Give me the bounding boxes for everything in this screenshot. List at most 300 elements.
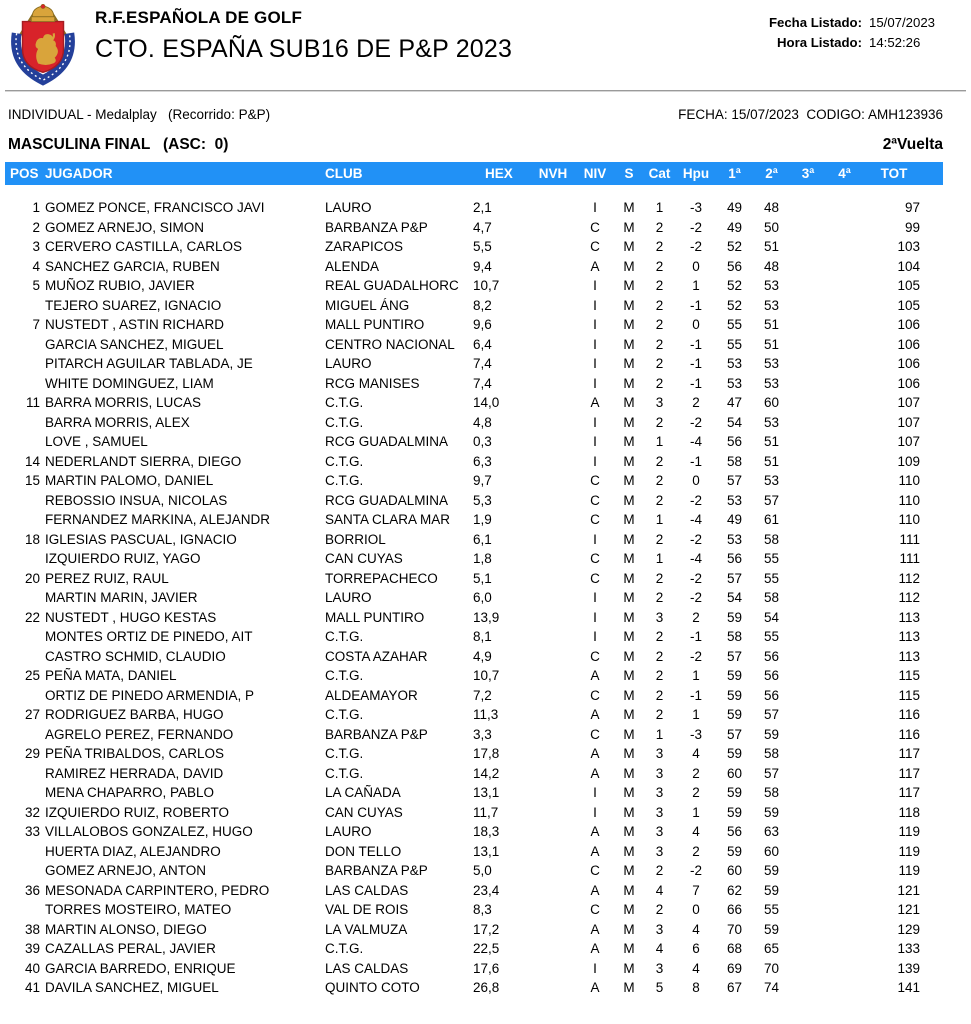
cell-vuelta2: 51 <box>763 336 780 352</box>
col-niv: NIV <box>583 166 607 181</box>
cell-vuelta4 <box>826 627 863 647</box>
cell-niv: A <box>590 707 600 722</box>
cell-vuelta2: 74 <box>763 980 780 995</box>
cell-tot: 119 <box>898 863 920 878</box>
cell-tot: 97 <box>904 200 920 215</box>
cell-vuelta1: 56 <box>726 824 743 839</box>
cell-jugador: REBOSSIO INSUA, NICOLAS <box>45 492 228 508</box>
cell-cat: 2 <box>655 648 664 664</box>
cell-cat: 2 <box>655 453 664 469</box>
cell-vuelta3 <box>790 881 826 901</box>
cell-pos <box>5 510 45 530</box>
cell-vuelta1: 57 <box>726 648 743 664</box>
cell-niv: A <box>590 765 600 781</box>
cell-vuelta4 <box>826 549 863 569</box>
cell-hpu: -4 <box>689 551 702 566</box>
table-row <box>5 939 943 959</box>
cell-club: LAURO <box>325 200 372 215</box>
cell-nvh <box>531 315 575 335</box>
cell-vuelta2: 50 <box>763 219 780 235</box>
cell-nvh <box>531 218 575 238</box>
cell-vuelta4 <box>826 666 863 686</box>
cell-vuelta3 <box>790 510 826 530</box>
cell-s: M <box>623 239 635 254</box>
cell-hex: 6,3 <box>473 453 492 469</box>
cell-niv: A <box>590 258 600 274</box>
cell-s: M <box>623 414 635 430</box>
cell-jugador: CERVERO CASTILLA, CARLOS <box>45 239 243 254</box>
cell-s: M <box>623 765 635 781</box>
table-row <box>5 686 943 706</box>
table-row <box>5 900 943 920</box>
cell-niv: A <box>590 746 600 761</box>
cell-vuelta4 <box>826 237 863 257</box>
cell-nvh <box>531 393 575 413</box>
cell-niv: A <box>590 921 600 937</box>
cell-vuelta1: 49 <box>726 512 743 527</box>
cell-vuelta2: 51 <box>763 239 780 254</box>
cell-hex: 0,3 <box>473 434 492 449</box>
cell-jugador: MARTIN ALONSO, DIEGO <box>45 921 207 937</box>
cell-vuelta2: 53 <box>763 473 780 488</box>
cell-tot: 103 <box>897 239 920 254</box>
cell-vuelta1: 53 <box>726 531 743 547</box>
cell-vuelta4 <box>826 432 863 452</box>
cell-vuelta2: 61 <box>763 512 780 527</box>
cell-vuelta3 <box>790 185 826 218</box>
cell-pos: 20 <box>24 570 40 586</box>
cell-hpu: -2 <box>689 239 702 254</box>
cell-pos: 29 <box>24 746 40 761</box>
cell-s: M <box>623 551 635 566</box>
cell-nvh <box>531 978 575 998</box>
cell-pos: 2 <box>32 219 40 235</box>
cell-nvh <box>531 185 575 218</box>
cell-vuelta4 <box>826 842 863 862</box>
cell-hpu: 4 <box>692 960 700 976</box>
cell-nvh <box>531 296 575 316</box>
cell-jugador: IZQUIERDO RUIZ, ROBERTO <box>45 804 230 820</box>
col-jugador: JUGADOR <box>45 166 113 181</box>
cell-vuelta3 <box>790 939 826 959</box>
cell-s: M <box>623 297 635 313</box>
cell-vuelta1: 55 <box>726 336 743 352</box>
cell-cat: 1 <box>655 726 664 742</box>
cell-vuelta1: 56 <box>726 551 743 566</box>
cell-jugador: MARTIN MARIN, JAVIER <box>45 590 198 605</box>
cell-tot: 111 <box>899 551 920 566</box>
cell-hex: 7,4 <box>473 375 492 391</box>
cell-nvh <box>531 803 575 823</box>
cell-niv: I <box>593 590 597 605</box>
cell-club: COSTA AZAHAR <box>325 648 428 664</box>
table-header-row <box>5 162 943 185</box>
cell-hpu: 0 <box>692 317 700 332</box>
cell-club: VAL DE ROIS <box>325 902 409 917</box>
results-table-body <box>5 185 943 998</box>
cell-s: M <box>623 453 635 469</box>
cell-hpu: 2 <box>692 609 700 625</box>
table-row <box>5 452 943 472</box>
cell-vuelta1: 59 <box>726 746 743 761</box>
cell-vuelta1: 52 <box>726 239 743 254</box>
cell-hex: 4,9 <box>473 648 492 664</box>
cell-pos: 22 <box>24 609 40 625</box>
cell-jugador: NUSTEDT , HUGO KESTAS <box>45 609 217 625</box>
cell-club: C.T.G. <box>325 395 364 410</box>
cell-club: MIGUEL ÁNG <box>325 297 410 313</box>
cell-s: M <box>623 863 635 878</box>
cell-nvh <box>531 569 575 589</box>
table-row <box>5 471 943 491</box>
cell-tot: 112 <box>898 570 920 586</box>
cell-cat: 2 <box>655 414 664 430</box>
cell-niv: C <box>590 473 600 488</box>
cell-vuelta4 <box>826 881 863 901</box>
cell-cat: 2 <box>655 629 664 644</box>
cell-cat: 1 <box>655 200 664 215</box>
cell-nvh <box>531 354 575 374</box>
cell-vuelta1: 66 <box>726 902 743 917</box>
cell-nvh <box>531 881 575 901</box>
cell-pos: 1 <box>32 200 40 215</box>
cell-cat: 2 <box>655 278 664 293</box>
cell-hpu: -2 <box>689 648 702 664</box>
cell-vuelta1: 60 <box>726 863 743 878</box>
cell-niv: I <box>593 297 597 313</box>
cell-tot: 106 <box>897 356 920 371</box>
cell-tot: 117 <box>898 765 920 781</box>
cell-club: MALL PUNTIRO <box>325 609 425 625</box>
cell-hex: 3,3 <box>473 726 492 742</box>
cell-pos <box>5 491 45 511</box>
cell-vuelta3 <box>790 393 826 413</box>
cell-vuelta2: 57 <box>763 492 780 508</box>
col-vuelta4: 4ª <box>838 166 851 181</box>
cell-tot: 113 <box>898 629 920 644</box>
cell-hex: 17,8 <box>473 746 500 761</box>
cell-vuelta3 <box>790 335 826 355</box>
cell-vuelta4 <box>826 647 863 667</box>
cell-cat: 1 <box>655 551 664 566</box>
cell-vuelta2: 55 <box>763 902 780 917</box>
cell-vuelta4 <box>826 764 863 784</box>
cell-hpu: -2 <box>689 590 702 605</box>
cell-vuelta4 <box>826 588 863 608</box>
cell-hex: 5,3 <box>473 492 492 508</box>
cell-niv: C <box>590 863 600 878</box>
cell-tot: 113 <box>898 648 920 664</box>
cell-vuelta1: 56 <box>726 434 743 449</box>
cell-hpu: 4 <box>692 824 700 839</box>
cell-s: M <box>623 648 635 664</box>
cell-vuelta3 <box>790 978 826 998</box>
cell-hpu: 1 <box>692 668 700 683</box>
cell-club: C.T.G. <box>325 746 364 761</box>
cell-vuelta1: 47 <box>726 395 743 410</box>
cell-club: LAS CALDAS <box>325 960 409 976</box>
cell-vuelta4 <box>826 959 863 979</box>
cell-vuelta2: 53 <box>763 414 780 430</box>
cell-tot: 110 <box>898 512 920 527</box>
cell-hex: 26,8 <box>473 980 500 995</box>
table-row <box>5 978 943 998</box>
cell-niv: I <box>593 434 597 449</box>
cell-cat: 2 <box>655 239 664 254</box>
title-block <box>95 8 512 64</box>
table-row <box>5 393 943 413</box>
cell-cat: 4 <box>655 882 664 898</box>
cell-club: LAURO <box>325 356 372 371</box>
cell-vuelta2: 59 <box>763 863 780 878</box>
cell-niv: I <box>593 531 597 547</box>
table-row <box>5 354 943 374</box>
cell-club: CAN CUYAS <box>325 551 403 566</box>
cell-pos <box>5 783 45 803</box>
cell-hpu: -1 <box>689 629 702 644</box>
cell-jugador: IGLESIAS PASCUAL, IGNACIO <box>45 531 237 547</box>
cell-tot: 119 <box>898 824 920 839</box>
cell-vuelta4 <box>826 978 863 998</box>
cell-club: C.T.G. <box>325 941 364 956</box>
cell-jugador: TEJERO SUAREZ, IGNACIO <box>45 297 222 313</box>
cell-cat: 4 <box>655 941 664 956</box>
cell-s: M <box>623 804 635 820</box>
cell-s: M <box>623 707 635 722</box>
cell-vuelta4 <box>826 900 863 920</box>
cell-niv: C <box>590 551 600 566</box>
cell-cat: 2 <box>655 473 664 488</box>
cell-hpu: -1 <box>689 336 702 352</box>
cell-tot: 107 <box>897 434 920 449</box>
cell-niv: C <box>590 570 600 586</box>
cell-pos <box>5 686 45 706</box>
cell-pos: 15 <box>24 473 40 488</box>
cell-jugador: CASTRO SCHMID, CLAUDIO <box>45 648 226 664</box>
cell-nvh <box>531 276 575 296</box>
cell-vuelta3 <box>790 920 826 940</box>
cell-jugador: DAVILA SANCHEZ, MIGUEL <box>45 980 219 995</box>
cell-vuelta4 <box>826 510 863 530</box>
cell-vuelta2: 59 <box>763 882 780 898</box>
cell-vuelta1: 57 <box>726 473 743 488</box>
cell-vuelta4 <box>826 939 863 959</box>
cell-cat: 3 <box>655 395 664 410</box>
cell-hex: 9,6 <box>473 317 492 332</box>
cell-vuelta1: 49 <box>726 200 743 215</box>
cell-niv: A <box>590 668 600 683</box>
cell-pos <box>5 725 45 745</box>
cell-hex: 11,7 <box>473 804 499 820</box>
table-row <box>5 705 943 725</box>
cell-hpu: 2 <box>692 765 700 781</box>
cell-niv: C <box>590 687 600 703</box>
cell-nvh <box>531 900 575 920</box>
cell-tot: 106 <box>897 375 920 391</box>
cell-hpu: -2 <box>689 414 702 430</box>
cell-jugador: GARCIA BARREDO, ENRIQUE <box>45 960 236 976</box>
round-label: 2ªVuelta <box>882 136 943 153</box>
cell-jugador: GOMEZ ARNEJO, ANTON <box>45 863 207 878</box>
cell-jugador: MARTIN PALOMO, DANIEL <box>45 473 214 488</box>
cell-jugador: RAMIREZ HERRADA, DAVID <box>45 765 224 781</box>
cell-vuelta1: 68 <box>726 941 743 956</box>
cell-jugador: MENA CHAPARRO, PABLO <box>45 785 215 800</box>
cell-hex: 18,3 <box>473 824 500 839</box>
cell-tot: 105 <box>897 278 920 293</box>
cell-tot: 117 <box>898 785 920 800</box>
cell-vuelta1: 55 <box>726 317 743 332</box>
cell-s: M <box>623 668 635 683</box>
cell-vuelta4 <box>826 471 863 491</box>
table-row <box>5 764 943 784</box>
cell-nvh <box>531 588 575 608</box>
table-row <box>5 185 943 218</box>
cell-vuelta3 <box>790 296 826 316</box>
cell-vuelta4 <box>826 393 863 413</box>
cell-s: M <box>623 336 635 352</box>
cell-vuelta1: 70 <box>726 921 743 937</box>
cell-jugador: WHITE DOMINGUEZ, LIAM <box>45 375 214 391</box>
cell-niv: I <box>593 336 597 352</box>
cell-niv: A <box>590 395 600 410</box>
cell-vuelta2: 58 <box>763 531 780 547</box>
table-row <box>5 744 943 764</box>
col-club: CLUB <box>325 166 363 181</box>
cell-hex: 10,7 <box>473 278 500 293</box>
cell-cat: 2 <box>655 492 664 508</box>
cell-jugador: AGRELO PEREZ, FERNANDO <box>45 726 234 742</box>
cell-hpu: 0 <box>692 258 700 274</box>
cell-jugador: PITARCH AGUILAR TABLADA, JE <box>45 356 253 371</box>
cell-hpu: 1 <box>692 707 700 722</box>
cell-vuelta4 <box>826 803 863 823</box>
cell-niv: C <box>590 239 600 254</box>
cell-vuelta1: 57 <box>726 570 743 586</box>
cell-cat: 3 <box>655 843 664 859</box>
cell-s: M <box>623 746 635 761</box>
federation-name: R.F.ESPAÑOLA DE GOLF <box>95 8 303 27</box>
cell-club: RCG GUADALMINA <box>325 492 449 508</box>
cell-pos <box>5 432 45 452</box>
cell-vuelta2: 59 <box>763 726 780 742</box>
cell-cat: 3 <box>655 804 664 820</box>
fecha-listado-value: 15/07/2023 <box>869 15 936 30</box>
cell-s: M <box>623 375 635 391</box>
cell-cat: 3 <box>655 921 664 937</box>
cell-vuelta4 <box>826 491 863 511</box>
cell-vuelta3 <box>790 861 826 881</box>
cell-hex: 7,2 <box>473 687 492 703</box>
cell-vuelta1: 49 <box>726 219 743 235</box>
cell-niv: I <box>593 356 597 371</box>
cell-club: LA CAÑADA <box>325 785 401 800</box>
cell-vuelta2: 58 <box>763 590 780 605</box>
cell-club: ALENDA <box>325 258 380 274</box>
cell-tot: 109 <box>897 453 920 469</box>
cell-vuelta4 <box>826 822 863 842</box>
cell-cat: 2 <box>655 570 664 586</box>
cell-vuelta3 <box>790 452 826 472</box>
cell-s: M <box>623 843 635 859</box>
cell-pos <box>5 549 45 569</box>
cell-s: M <box>623 395 635 410</box>
cell-cat: 3 <box>655 609 664 625</box>
cell-pos <box>5 861 45 881</box>
cell-hpu: 4 <box>692 921 700 937</box>
cell-cat: 3 <box>655 785 664 800</box>
cell-club: LA VALMUZA <box>325 921 408 937</box>
cell-niv: C <box>590 512 600 527</box>
cell-vuelta3 <box>790 276 826 296</box>
cell-hpu: -1 <box>689 687 702 703</box>
cell-vuelta3 <box>790 491 826 511</box>
cell-pos <box>5 335 45 355</box>
cell-vuelta4 <box>826 185 863 218</box>
cell-tot: 112 <box>898 590 920 605</box>
cell-nvh <box>531 374 575 394</box>
cell-vuelta1: 59 <box>726 785 743 800</box>
cell-cat: 5 <box>655 980 664 995</box>
cell-vuelta4 <box>826 354 863 374</box>
cell-hpu: -2 <box>689 492 702 508</box>
cell-jugador: NEDERLANDT SIERRA, DIEGO <box>45 453 242 469</box>
cell-s: M <box>623 609 635 625</box>
cell-pos: 38 <box>24 921 40 937</box>
cell-s: M <box>623 473 635 488</box>
cell-nvh <box>531 666 575 686</box>
cell-hex: 6,0 <box>473 590 492 605</box>
cell-club: DON TELLO <box>325 843 402 859</box>
cell-club: LAURO <box>325 590 372 605</box>
cell-vuelta3 <box>790 705 826 725</box>
cell-tot: 116 <box>898 707 920 722</box>
cell-vuelta4 <box>826 569 863 589</box>
cell-s: M <box>623 785 635 800</box>
cell-vuelta1: 54 <box>726 414 743 430</box>
cell-vuelta2: 58 <box>763 746 780 761</box>
cell-vuelta2: 60 <box>763 843 780 859</box>
cell-niv: C <box>590 648 600 664</box>
cell-club: C.T.G. <box>325 707 364 722</box>
cell-vuelta2: 53 <box>763 278 780 293</box>
cell-s: M <box>623 590 635 605</box>
cell-hpu: 1 <box>692 278 700 293</box>
cell-vuelta3 <box>790 413 826 433</box>
cell-vuelta4 <box>826 530 863 550</box>
cell-pos: 5 <box>32 278 40 293</box>
fecha-listado-label: Fecha Listado: <box>768 15 862 30</box>
hora-listado-label: Hora Listado: <box>777 35 862 50</box>
cell-pos: 27 <box>24 707 40 722</box>
cell-vuelta3 <box>790 666 826 686</box>
cell-vuelta3 <box>790 315 826 335</box>
cell-jugador: MESONADA CARPINTERO, PEDRO <box>45 882 270 898</box>
cell-cat: 2 <box>655 317 664 332</box>
cell-tot: 99 <box>904 219 920 235</box>
cell-hpu: -3 <box>689 200 702 215</box>
cell-hpu: -2 <box>689 219 702 235</box>
cell-vuelta1: 59 <box>726 707 743 722</box>
table-row <box>5 549 943 569</box>
cell-jugador: MUÑOZ RUBIO, JAVIER <box>45 278 195 293</box>
cell-vuelta2: 48 <box>763 200 780 215</box>
cell-jugador: GARCIA SANCHEZ, MIGUEL <box>45 336 224 352</box>
cell-pos: 36 <box>24 882 40 898</box>
cell-club: ZARAPICOS <box>325 239 404 254</box>
cell-vuelta3 <box>790 569 826 589</box>
cell-pos <box>5 374 45 394</box>
